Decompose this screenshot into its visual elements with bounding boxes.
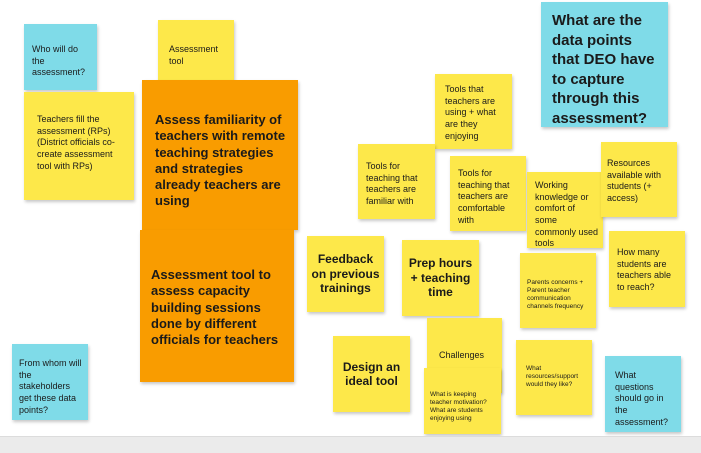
note-text: Tools for teaching that teachers are comfortable with	[458, 168, 510, 225]
sticky-note-assess-familiarity[interactable]	[142, 80, 298, 230]
note-text: How many students are teachers able to reach?	[617, 247, 672, 293]
sticky-note-teacher-motivation[interactable]	[424, 368, 501, 434]
sticky-note-assessment-tool[interactable]	[158, 20, 234, 82]
sticky-note-resources-available[interactable]	[601, 142, 677, 217]
note-text: What are the data points that DEO have to capture through this assessment?	[552, 12, 655, 127]
note-text: Parents concerns + Parent teacher communication channels frequency	[527, 279, 584, 311]
sticky-note-tools-familiar[interactable]	[358, 144, 435, 219]
sticky-note-prep-hours[interactable]	[402, 240, 479, 316]
note-text: Prep hours + teaching time	[408, 256, 473, 300]
note-text: Challenges	[439, 350, 485, 360]
sticky-note-teachers-fill[interactable]	[24, 92, 134, 200]
note-text: Resources available with students (+ access)	[607, 158, 662, 204]
note-text: Feedback on previous trainings	[311, 252, 380, 296]
sticky-note-what-questions[interactable]	[605, 356, 681, 432]
sticky-note-data-points-question[interactable]	[541, 2, 668, 127]
note-text: Design an ideal tool	[342, 359, 401, 388]
note-text: Tools for teaching that teachers are familiar with	[366, 161, 418, 207]
note-text: Assessment tool	[169, 44, 219, 66]
sticky-note-design-tool[interactable]	[333, 336, 410, 412]
sticky-note-capacity-building[interactable]	[140, 230, 294, 382]
note-text: Who will do the assessment?	[32, 44, 86, 78]
note-text: What is keeping teacher motivation? What are students enjoying using	[430, 391, 487, 423]
note-text: What questions should go in the assessment?	[615, 370, 669, 427]
sticky-note-parents-concerns[interactable]	[520, 253, 596, 328]
sticky-note-who-will-do[interactable]	[24, 24, 97, 90]
note-text: Assess familiarity of teachers with remote teaching strategies and strategies already teachers are using	[155, 112, 286, 209]
sticky-note-tools-comfortable[interactable]	[450, 156, 526, 231]
sticky-note-working-knowledge[interactable]	[527, 172, 603, 248]
sticky-note-how-many-students[interactable]	[609, 231, 685, 307]
canvas-bottom-bar	[0, 436, 701, 453]
note-text: Assessment tool to assess capacity building sessions done by different officials for teachers	[151, 267, 279, 347]
note-text: Working knowledge or comfort of some commonly used tools	[535, 180, 599, 248]
sticky-note-from-whom[interactable]	[12, 344, 88, 420]
sticky-note-feedback-trainings[interactable]	[307, 236, 384, 312]
note-text: Tools that teachers are using + what are they enjoying	[445, 84, 496, 141]
sticky-note-tools-using-enjoying[interactable]	[435, 74, 512, 149]
note-text: From whom will the stakeholders get these data points?	[19, 358, 82, 415]
sticky-note-resources-support[interactable]	[516, 340, 592, 415]
note-text: What resources/support would they like?	[526, 365, 579, 389]
note-text: Teachers fill the assessment (RPs) (District officials co-create assessment tool with RPs)	[37, 114, 115, 171]
